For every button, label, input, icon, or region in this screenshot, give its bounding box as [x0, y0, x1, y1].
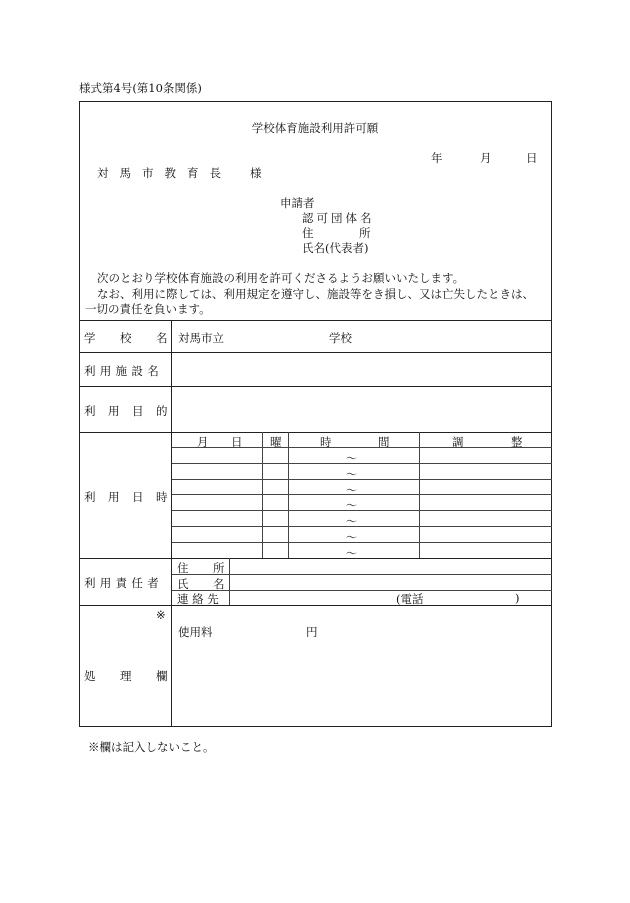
col-time-header-1: 時 — [320, 435, 332, 449]
applicant-address-label-2: 所 — [359, 226, 371, 240]
datetime-label-char: 時 — [156, 490, 168, 504]
responsible-label: 利用責任者 — [84, 576, 163, 590]
request-text-line-3: 一切の責任を負います。 — [85, 302, 211, 316]
time-range-tilde: 〜 — [346, 499, 357, 512]
datetime-row-divider — [171, 526, 552, 527]
resp-name-label-1: 氏 — [177, 577, 189, 591]
datetime-label-char: 日 — [132, 490, 144, 504]
processing-label-char: 欄 — [156, 669, 168, 683]
fee-label: 使用料 — [178, 625, 213, 639]
applicant-representative-label: 氏名(代表者) — [302, 241, 369, 255]
date-day: 日 — [526, 151, 538, 165]
col-weekday-header: 曜 — [270, 435, 282, 449]
row-divider — [79, 386, 552, 387]
resp-contact-label: 連 絡 先 — [177, 592, 219, 606]
weekday-column-left — [262, 432, 263, 558]
time-range-tilde: 〜 — [346, 515, 357, 528]
row-divider — [79, 605, 552, 606]
purpose-label-char: 目 — [132, 404, 144, 418]
processing-label-char: 理 — [120, 669, 132, 683]
time-range-tilde: 〜 — [346, 484, 357, 497]
applicant-org-label: 認可団体名 — [302, 211, 375, 225]
footnote: ※欄は記入しないこと。 — [88, 740, 215, 754]
purpose-label-char: 的 — [156, 404, 168, 418]
table-top-border — [79, 320, 552, 321]
purpose-label-char: 用 — [108, 404, 120, 418]
datetime-row-divider — [171, 479, 552, 480]
time-range-tilde: 〜 — [346, 468, 357, 481]
processing-mark: ※ — [156, 608, 166, 622]
addressee-honorific: 様 — [250, 166, 262, 180]
datetime-row-divider — [171, 463, 552, 464]
addressee-name: 対馬市教育長 — [97, 166, 232, 180]
col-adjust-header-1: 調 — [452, 435, 464, 449]
row-divider — [79, 432, 552, 433]
facility-label: 利用施設名 — [84, 364, 163, 378]
school-label-char: 学 — [84, 331, 96, 345]
label-column-divider — [171, 320, 172, 726]
date-year: 年 — [431, 151, 443, 165]
datetime-row-divider — [171, 494, 552, 495]
school-name-prefix: 対馬市立 — [178, 331, 224, 345]
phone-close: ) — [515, 591, 520, 605]
school-label-char: 名 — [156, 331, 168, 345]
time-range-tilde: 〜 — [346, 452, 357, 465]
date-month: 月 — [480, 151, 492, 165]
resp-address-label-2: 所 — [213, 561, 225, 575]
request-text-line-1: 次のとおり学校体育施設の利用を許可くださるようお願いいたします。 — [97, 271, 465, 285]
col-month-header: 月 — [197, 435, 209, 449]
time-range-tilde: 〜 — [346, 531, 357, 544]
purpose-label-char: 利 — [84, 404, 96, 418]
school-label-char: 校 — [120, 331, 132, 345]
phone-open: (電話 — [396, 592, 424, 606]
datetime-label-char: 利 — [84, 490, 96, 504]
form-title: 学校体育施設利用許可願 — [251, 121, 379, 135]
request-text-line-2: なお、利用に際しては、利用規定を遵守し、施設等をき損し、又は亡失したときは、 — [97, 287, 534, 301]
applicant-address-label-1: 住 — [302, 226, 314, 240]
row-divider — [79, 558, 552, 559]
resp-address-label-1: 住 — [177, 561, 189, 575]
form-number-label: 様式第4号(第10条関係) — [79, 81, 202, 95]
datetime-row-divider — [171, 510, 552, 511]
fee-unit: 円 — [306, 625, 318, 639]
time-range-tilde: 〜 — [346, 547, 357, 560]
responsible-sub-divider — [229, 558, 230, 605]
datetime-row-divider — [171, 542, 552, 543]
col-day-header: 日 — [231, 435, 243, 449]
applicant-heading: 申請者 — [280, 196, 315, 210]
processing-label-char: 処 — [84, 669, 96, 683]
weekday-column-right — [288, 432, 289, 558]
datetime-label-char: 用 — [108, 490, 120, 504]
col-adjust-header-2: 整 — [511, 435, 523, 449]
adjust-column-left — [419, 432, 420, 558]
col-time-header-2: 間 — [378, 435, 390, 449]
datetime-header-divider — [171, 447, 552, 448]
school-name-suffix: 学校 — [329, 331, 352, 345]
row-divider — [79, 352, 552, 353]
resp-name-label-2: 名 — [213, 577, 225, 591]
